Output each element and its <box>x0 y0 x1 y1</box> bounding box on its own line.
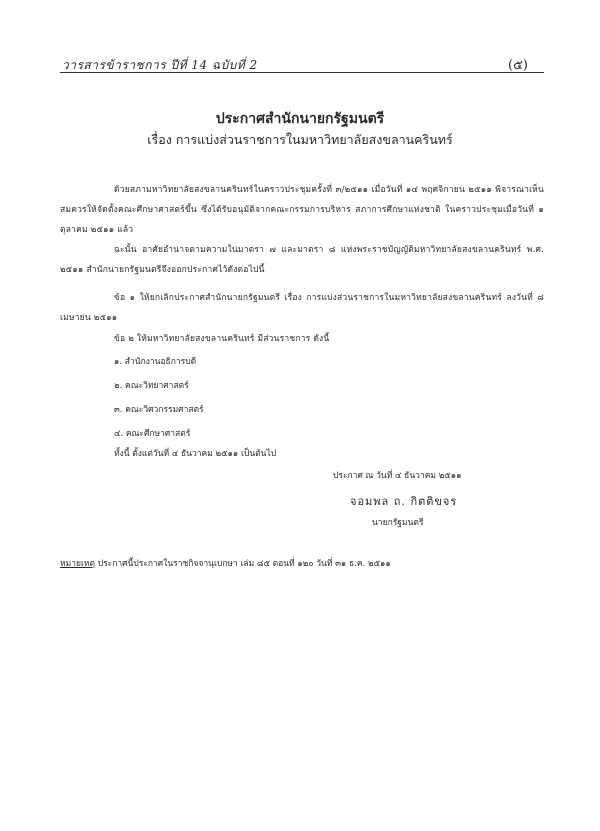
header-rule <box>60 72 544 73</box>
paragraph-1: ด้วยสภามหาวิทยาลัยสงขลานครินทร์ในคราวประชุมครั้งที่ ๓/๒๕๑๑ เมื่อวันที่ ๑๔ พฤศจิกายน ๒๕๑๑ พิจารณาเห็นสมควรให้จัดตั้งคณะศึกษาศาสตร์ขึ้น ซึ่งได้รับอนุมัติจากคณะกรรมการบริหาร สภาการศึกษาแห่งชาติ ในคราวประชุมเมื่อวันที่ ๑ ตุลาคม ๒๕๑๑ แล้ว <box>60 185 544 235</box>
footnote-text: ประกาศนี้ประกาศในราชกิจจานุเบกษา เล่ม ๘๕ ตอนที่ ๑๒๐ วันที่ ๓๑ ธ.ค. ๒๕๑๑ <box>95 559 391 569</box>
journal-header: วารสารข้าราชการ ปีที่ 14 ฉบับที่ 2 <box>62 58 258 72</box>
paragraph-4: ข้อ ๒ ให้มหาวิทยาลัยสงขลานครินทร์ มีส่วนราชการ ดังนี้ <box>114 334 330 344</box>
signatory-name: จอมพล ถ. กิตติขจร <box>350 495 458 508</box>
paragraph-3: ข้อ ๑ ให้ยกเลิกประกาศสำนักนายกรัฐมนตรี เรื่อง การแบ่งส่วนราชการในมหาวิทยาลัยสงขลานครินทร์ ลงวันที่ ๘ เมษายน ๒๕๑๑ <box>60 293 544 323</box>
signature-date: ประกาศ ณ วันที่ ๔ ธันวาคม ๒๕๑๑ <box>333 471 462 481</box>
page-number: (๕) <box>508 58 528 73</box>
footnote-label: หมายเหตุ <box>60 559 95 569</box>
list-item: ๒. คณะวิทยาศาสตร์ <box>114 381 189 391</box>
paragraph-2: ฉะนั้น อาศัยอำนาจตามความในมาตรา ๗ และมาตรา ๘ แห่งพระราชบัญญัติมหาวิทยาลัยสงขลานครินทร์ พ.ศ. ๒๕๑๑ สำนักนายกรัฐมนตรีจึงออกประกาศไว้ดังต่อไปนี้ <box>60 245 544 275</box>
list-item: ๔. คณะศึกษาศาสตร์ <box>114 429 191 439</box>
announcement-title: ประกาศสำนักนายกรัฐมนตรี <box>215 111 385 127</box>
announcement-subject: เรื่อง การแบ่งส่วนราชการในมหาวิทยาลัยสงขลานครินทร์ <box>147 132 453 147</box>
footnote <box>60 556 544 570</box>
signatory-role: นายกรัฐมนตรี <box>372 518 424 528</box>
list-item: ๑. สำนักงานอธิการบดี <box>114 357 197 367</box>
effective-date: ทั้งนี้ ตั้งแต่วันที่ ๔ ธันวาคม ๒๕๑๑ เป็นต้นไป <box>114 449 277 459</box>
list-item: ๓. คณะวิศวกรรมศาสตร์ <box>114 405 204 415</box>
